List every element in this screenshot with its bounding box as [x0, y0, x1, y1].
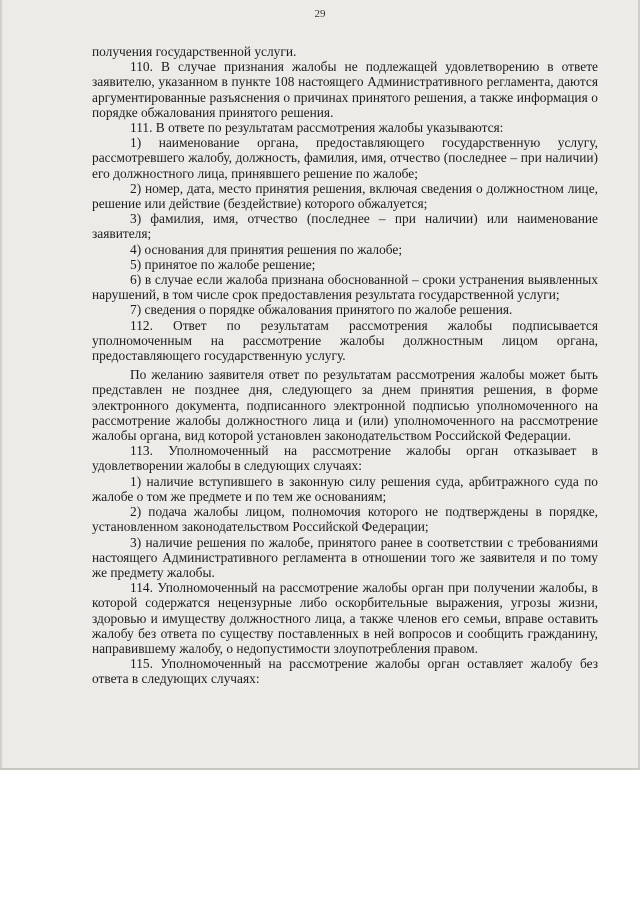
paragraph-113: 113. Уполномоченный на рассмотрение жалобы орган отказывает в удовлетворении жалобы в следующих случаях:	[92, 443, 598, 474]
list-item-5: 5) принятое по жалобе решение;	[130, 256, 316, 272]
page-number: 29	[314, 8, 326, 20]
paragraph-electronic-reply: По желанию заявителя ответ по результатам рассмотрения жалобы может быть представлен не позднее дня, следующего за днем принятия решения, в форме электронного документа, подписанного электронной подписью уполномоченного на рассмотрение жалобы должностного лица и (или) уполномоченного на рассмотрение жалобы органа, вид которой установлен законодательством Российской Федерации.	[92, 367, 598, 444]
refusal-item-2: 2) подача жалобы лицом, полномочия которого не подтверждены в порядке, установленном законодательством Российской Федерации;	[92, 504, 598, 535]
refusal-item-3: 3) наличие решения по жалобе, принятого ранее в соответствии с требованиями настоящего Административного регламента в отношении того же заявителя и по тому же предмету жалобы.	[92, 534, 598, 580]
list-item-1: 1) наименование органа, предоставляющего государственную услугу, рассмотревшего жалобу, должность, фамилия, имя, отчество (последнее – при наличии) его должностного лица, принявшего решение по жалобе;	[92, 135, 598, 181]
page-edge-shadow	[0, 0, 3, 770]
paragraph-114: 114. Уполномоченный на рассмотрение жалобы орган при получении жалобы, в которой содержатся нецензурные либо оскорбительные выражения, угрозы жизни, здоровью и имуществу должностного лица, а также членов его семьи, вправе оставить жалобу без ответа по существу поставленных в ней вопросов и сообщить гражданину, направившему жалобу, о недопустимости злоупотребления правом.	[92, 580, 598, 656]
list-item-4: 4) основания для принятия решения по жалобе;	[130, 241, 403, 257]
paragraph-115: 115. Уполномоченный на рассмотрение жалобы орган оставляет жалобу без ответа в следующих случаях:	[92, 656, 598, 687]
paragraph-111: 111. В ответе по результатам рассмотрения жалобы указываются:	[130, 120, 504, 136]
list-item-2: 2) номер, дата, место принятия решения, включая сведения о должностном лице, решение или действие (бездействие) которого обжалуется;	[92, 180, 598, 212]
paragraph-112: 112. Ответ по результатам рассмотрения жалобы подписывается уполномоченным на рассмотрение жалобы должностным лицом органа, предоставляющего государственную услугу.	[92, 317, 598, 364]
document-body	[92, 44, 598, 687]
list-item-3: 3) фамилия, имя, отчество (последнее – при наличии) или наименование заявителя;	[92, 211, 598, 242]
paragraph: получения государственной услуги.	[92, 44, 297, 59]
list-item-6: 6) в случае если жалоба признана обоснованной – сроки устранения выявленных нарушений, в том числе срок предоставления результата государственной услуги;	[92, 272, 598, 303]
paragraph-110: 110. В случае признания жалобы не подлежащей удовлетворению в ответе заявителю, указанном в пункте 108 настоящего Административного регламента, даются аргументированные разъяснения о причинах принятого решения, а также информация о порядке обжалования принятого решения.	[92, 59, 598, 120]
list-item-7: 7) сведения о порядке обжалования принятого по жалобе решения.	[130, 302, 513, 318]
refusal-item-1: 1) наличие вступившего в законную силу решения суда, арбитражного суда по жалобе о том же предмете и по тем же основаниям;	[92, 473, 598, 504]
